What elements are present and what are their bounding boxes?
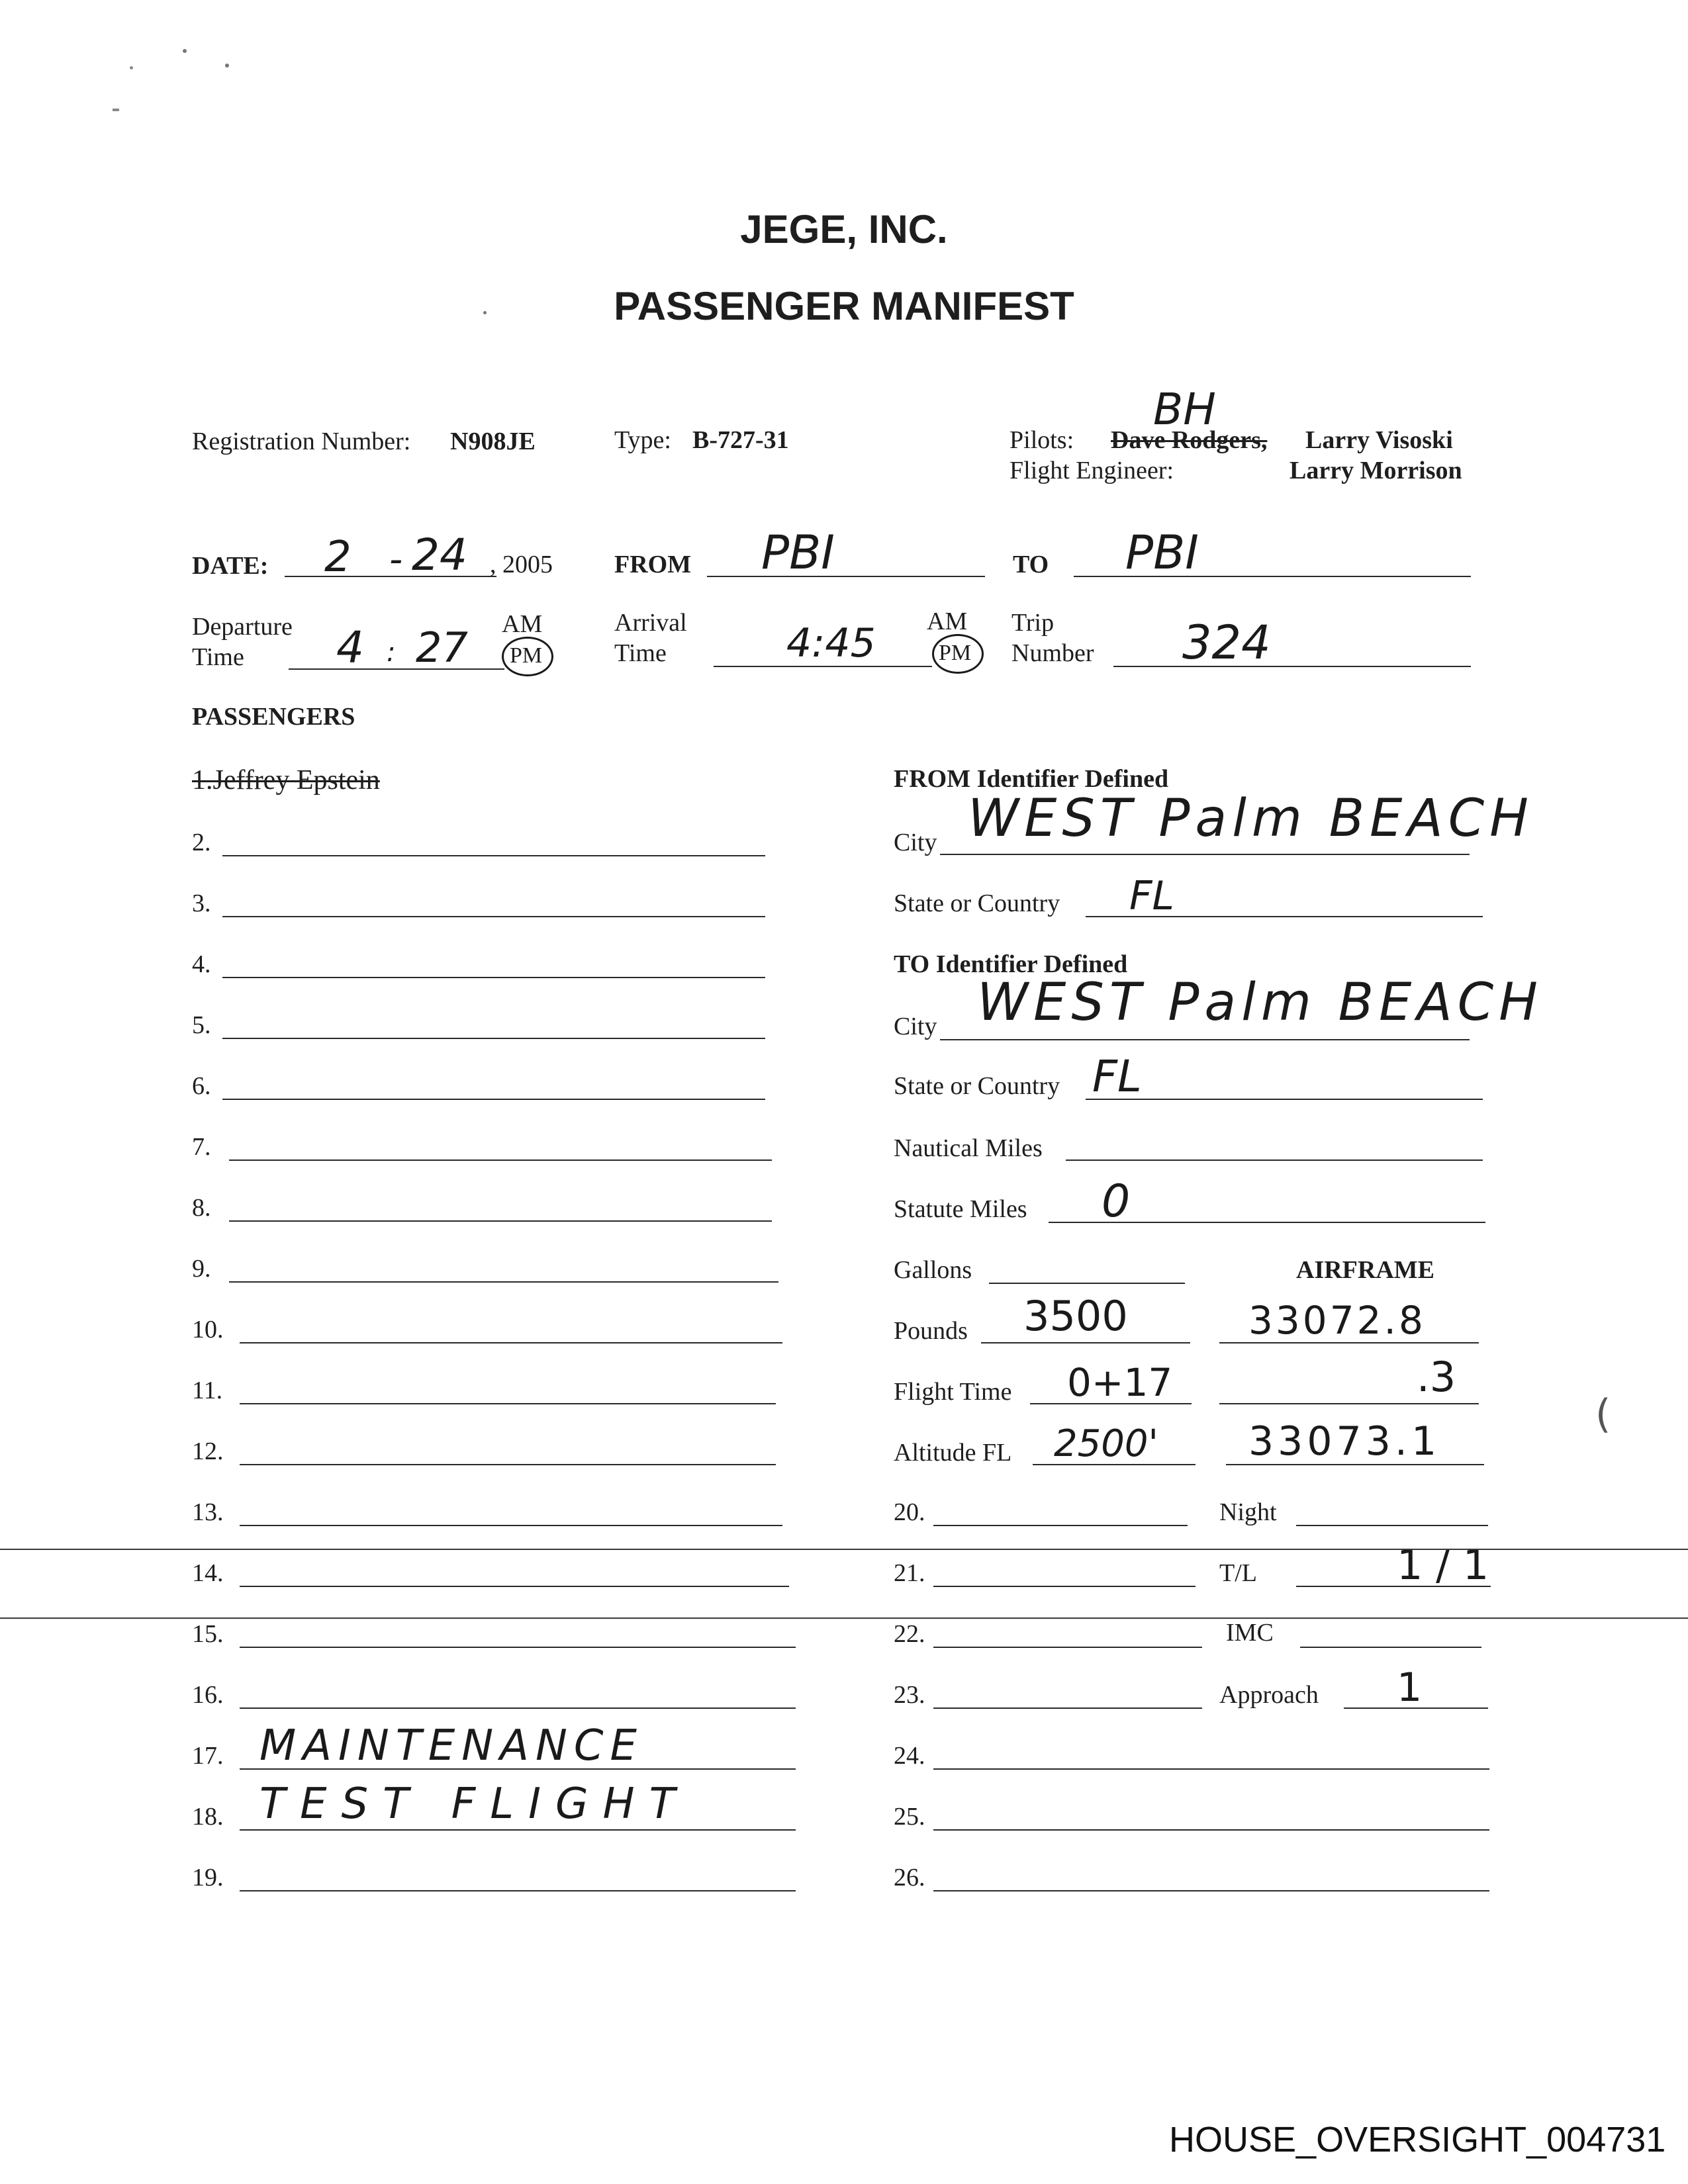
type-value: B-727-31 <box>692 426 789 454</box>
approach-label: Approach <box>1219 1681 1319 1709</box>
date-day: 24 <box>412 529 467 580</box>
from-city-label: City <box>894 829 937 856</box>
date-year: , 2005 <box>490 551 553 578</box>
passenger-row-num: 2. <box>192 829 211 856</box>
arrival-value: 4:45 <box>786 620 876 666</box>
passengers-heading: PASSENGERS <box>192 703 355 731</box>
to-identifier-heading: TO Identifier Defined <box>894 950 1128 978</box>
to-value: PBI <box>1125 525 1199 580</box>
airframe-2-line <box>1219 1403 1479 1404</box>
night-line <box>1296 1525 1488 1526</box>
scan-speck <box>483 311 487 314</box>
passenger-row-line <box>222 977 765 978</box>
passenger-row-line <box>240 1586 789 1587</box>
right-row-num: 24. <box>894 1742 925 1770</box>
right-row-num: 20. <box>894 1498 925 1526</box>
tl-label: T/L <box>1219 1559 1257 1587</box>
right-row-num: 25. <box>894 1803 925 1831</box>
arrival-pm-circle <box>932 634 984 674</box>
scan-fold-line <box>0 1549 1688 1550</box>
to-city-value: WEST Palm BEACH <box>977 973 1543 1032</box>
trip-label-1: Trip <box>1011 609 1055 637</box>
trip-number-value: 324 <box>1182 615 1271 670</box>
scan-fold-line <box>0 1617 1688 1619</box>
airframe-2-value: .3 <box>1417 1353 1456 1401</box>
pilot-struck-name: Dave Rodgers, <box>1111 426 1268 454</box>
form-title: PASSENGER MANIFEST <box>614 284 1074 328</box>
from-value: PBI <box>761 525 835 580</box>
statute-miles-label: Statute Miles <box>894 1195 1027 1223</box>
scan-mark: ( <box>1595 1391 1611 1437</box>
bates-number: HOUSE_OVERSIGHT_004731 <box>1169 2120 1666 2160</box>
gallons-line <box>989 1283 1185 1284</box>
scan-speck <box>113 109 119 111</box>
passenger-row-line <box>229 1281 778 1283</box>
passenger-row-line <box>240 1525 782 1526</box>
passenger-18-handwritten: TEST FLIGHT <box>259 1780 690 1829</box>
to-state-value: FL <box>1092 1051 1142 1102</box>
arrival-label-1: Arrival <box>614 609 687 637</box>
gallons-label: Gallons <box>894 1256 972 1284</box>
departure-label-2: Time <box>192 643 244 671</box>
passenger-row-line <box>222 1099 765 1100</box>
flight-time-label: Flight Time <box>894 1378 1012 1406</box>
passenger-row-num: 3. <box>192 889 211 917</box>
arrival-pm: PM <box>939 641 972 665</box>
nautical-miles-label: Nautical Miles <box>894 1134 1043 1162</box>
right-row-line <box>933 1829 1489 1831</box>
from-line <box>707 576 985 577</box>
right-row-line <box>933 1586 1196 1587</box>
flight-time-value: 0+17 <box>1067 1360 1173 1405</box>
passenger-row-line <box>240 1403 776 1404</box>
pounds-value: 3500 <box>1023 1292 1128 1340</box>
to-state-line <box>1086 1099 1483 1100</box>
from-label: FROM <box>614 551 692 578</box>
passenger-17-handwritten: MAINTENANCE <box>259 1721 643 1770</box>
passenger-row-line <box>240 1890 796 1891</box>
imc-line <box>1300 1647 1481 1648</box>
passenger-row-line <box>240 1464 776 1465</box>
to-city-line <box>940 1039 1470 1040</box>
from-state-label: State or Country <box>894 889 1060 917</box>
passenger-row-num: 5. <box>192 1011 211 1039</box>
pilots-label: Pilots: <box>1009 426 1074 454</box>
tl-value: 1 / 1 <box>1397 1541 1489 1589</box>
arrival-am: AM <box>927 608 968 635</box>
passenger-row-num: 4. <box>192 950 211 978</box>
passenger-row-num: 10. <box>192 1316 224 1343</box>
pounds-label: Pounds <box>894 1317 968 1345</box>
trip-label-2: Number <box>1011 639 1094 667</box>
right-row-line <box>933 1707 1202 1709</box>
departure-minutes: 27 <box>416 623 468 672</box>
pilot-handwritten-initials: BH <box>1153 384 1216 435</box>
pilot-2-name: Larry Visoski <box>1305 426 1453 454</box>
arrival-label-2: Time <box>614 639 667 667</box>
from-city-value: WEST Palm BEACH <box>968 789 1534 848</box>
passenger-row-line <box>222 1038 765 1039</box>
departure-label-1: Departure <box>192 613 293 641</box>
passenger-row-num: 16. <box>192 1681 224 1709</box>
company-name: JEGE, INC. <box>740 207 948 251</box>
imc-label: IMC <box>1226 1619 1274 1647</box>
passenger-row-line <box>222 855 765 856</box>
departure-hour: 4 <box>336 622 364 673</box>
departure-line <box>289 668 504 670</box>
engineer-value: Larry Morrison <box>1289 457 1462 484</box>
date-month: 2 <box>324 533 352 582</box>
right-row-num: 23. <box>894 1681 925 1709</box>
passenger-1-struck-name: 1.Jeffrey Epstein <box>192 765 380 796</box>
to-state-label: State or Country <box>894 1072 1060 1100</box>
passenger-row-line <box>222 916 765 917</box>
scan-speck <box>225 64 229 68</box>
passenger-row-line <box>240 1707 796 1709</box>
date-label: DATE: <box>192 552 269 580</box>
registration-value: N908JE <box>450 428 536 455</box>
pounds-line <box>981 1342 1190 1343</box>
passenger-row-num: 15. <box>192 1620 224 1648</box>
right-row-line <box>933 1647 1202 1648</box>
passenger-row-line <box>240 1647 796 1648</box>
passenger-row-num: 13. <box>192 1498 224 1526</box>
passenger-row-line <box>240 1829 796 1831</box>
engineer-label: Flight Engineer: <box>1009 457 1174 484</box>
scan-speck <box>130 66 133 69</box>
from-identifier-heading: FROM Identifier Defined <box>894 765 1169 793</box>
to-label: TO <box>1013 551 1049 578</box>
right-row-line <box>933 1768 1489 1770</box>
right-row-line <box>933 1525 1188 1526</box>
departure-pm: PM <box>510 643 543 668</box>
right-row-line <box>933 1890 1489 1891</box>
airframe-1-value: 33072.8 <box>1248 1298 1426 1343</box>
passenger-row-num: 19. <box>192 1864 224 1891</box>
registration-label: Registration Number: <box>192 428 411 455</box>
night-label: Night <box>1219 1498 1277 1526</box>
departure-am: AM <box>502 610 543 638</box>
passenger-row-num: 8. <box>192 1194 211 1222</box>
airframe-heading: AIRFRAME <box>1296 1256 1434 1284</box>
departure-pm-circle <box>502 637 553 676</box>
type-label: Type: <box>614 426 671 454</box>
scan-speck <box>183 49 187 53</box>
passenger-row-num: 9. <box>192 1255 211 1283</box>
passenger-row-num: 11. <box>192 1377 223 1404</box>
passenger-row-num: 6. <box>192 1072 211 1100</box>
nautical-miles-line <box>1066 1160 1483 1161</box>
altitude-value: 2500' <box>1054 1422 1158 1465</box>
passenger-row-line <box>240 1342 782 1343</box>
statute-miles-value: 0 <box>1102 1175 1131 1228</box>
passenger-row-line <box>229 1160 772 1161</box>
passenger-row-line <box>229 1220 772 1222</box>
to-city-label: City <box>894 1013 937 1040</box>
passenger-row-num: 18. <box>192 1803 224 1831</box>
approach-value: 1 <box>1397 1664 1423 1711</box>
passenger-row-num: 12. <box>192 1437 224 1465</box>
departure-colon: : <box>387 637 396 668</box>
airframe-3-value: 33073.1 <box>1248 1418 1441 1465</box>
passenger-row-num: 7. <box>192 1133 211 1161</box>
from-state-value: FL <box>1129 873 1174 919</box>
from-city-line <box>940 854 1470 855</box>
trip-line <box>1113 666 1471 667</box>
right-row-num: 26. <box>894 1864 925 1891</box>
date-separator: - <box>389 538 403 581</box>
passenger-row-num: 17. <box>192 1742 224 1770</box>
passenger-row-num: 14. <box>192 1559 224 1587</box>
altitude-label: Altitude FL <box>894 1439 1012 1467</box>
right-row-num: 22. <box>894 1620 925 1648</box>
right-row-num: 21. <box>894 1559 925 1587</box>
